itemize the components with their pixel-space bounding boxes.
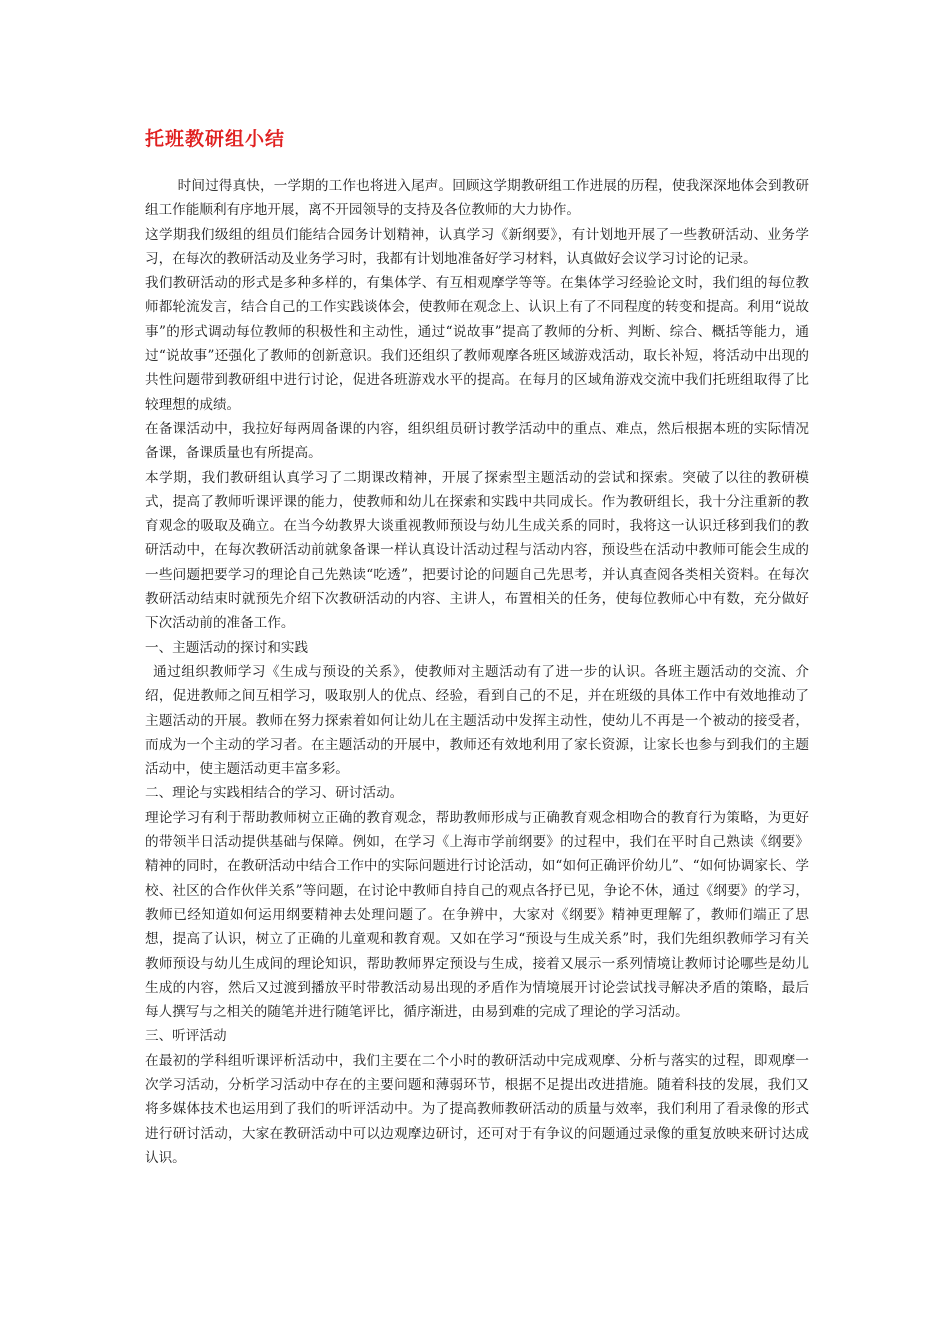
section-heading-2: 二、理论与实践相结合的学习、研讨活动。	[145, 785, 404, 802]
section-heading-3: 三、听评活动	[145, 1028, 227, 1045]
paragraph-observation: 在最初的学科组听课评析活动中，我们主要在二个小时的教研活动中完成观摩、分析与落实的过程，即观摩一次学习活动，分析学习活动中存在的主要问题和薄弱环节，根据不足提出改进措施。随着科技的发展，我们又将多媒体技术也运用到了我们的听评活动中。为了提高教师教研活动的质量与效率，我们利用了看录像的形式进行研讨活动，大家在教研活动中可以边观摩边研讨，还可对于有争议的问题通过录像的重复放映来研讨达成认识。	[145, 1052, 809, 1166]
paragraph-intro: 时间过得真快，一学期的工作也将进入尾声。回顾这学期教研组工作进展的历程，使我深深地体会到教研组工作能顺利有序地开展，离不开园领导的支持及各位教师的大力协作。	[145, 178, 809, 219]
section-heading-1: 一、主题活动的探讨和实践	[145, 639, 309, 656]
document-body	[145, 174, 809, 1170]
paragraph-forms: 我们教研活动的形式是多种多样的，有集体学、有互相观摩学等等。在集体学习经验论文时，我们组的每位教师都轮流发言，结合自己的工作实践谈体会，使教师在观念上、认识上有了不同程度的转变和提高。利用“说故事”的形式调动每位教师的积极性和主动性，通过“说故事”提高了教师的分析、判断、综合、概括等能力，通过“说故事”还强化了教师的创新意识。我们还组织了教师观摩各班区域游戏活动，取长补短，将活动中出现的共性问题带到教研组中进行讨论，促进各班游戏水平的提高。在每月的区域角游戏交流中我们托班组取得了比较理想的成绩。	[145, 275, 809, 413]
document-title: 托班教研组小结	[145, 128, 286, 150]
paragraph-theory-practice: 理论学习有利于帮助教师树立正确的教育观念，帮助教师形成与正确教育观念相吻合的教育行为策略，为更好的带领半日活动提供基础与保障。例如，在学习《上海市学前纲要》的过程中，我们在平时自己熟读《纲要》精神的同时，在教研活动中结合工作中的实际问题进行讨论活动，如“如何正确评价幼儿”、“如何协调家长、学校、社区的合作伙伴关系”等问题，在讨论中教师自持自己的观点各抒已见，争论不休，通过《纲要》的学习，教师已经知道如何运用纲要精神去处理问题了。在争辨中，大家对《纲要》精神更理解了，教师们端正了思想，提高了认识，树立了正确的儿童观和教育观。又如在学习“预设与生成关系”时，我们先组织教师学习有关教师预设与幼儿生成间的理论知识，帮助教师界定预设与生成，接着又展示一系列情境让教师讨论哪些是幼儿生成的内容，然后又过渡到播放平时带教活动易出现的矛盾作为情境展开讨论尝试找寻解决矛盾的策略，最后每人撰写与之相关的随笔并进行随笔评比，循序渐进，由易到难的完成了理论的学习活动。	[145, 809, 809, 1021]
paragraph-lesson-prep: 在备课活动中，我拉好每两周备课的内容，组织组员研讨教学活动中的重点、难点，然后根据本班的实际情况备课，备课质量也有所提高。	[145, 420, 809, 462]
paragraph-theme-activity: 通过组织教师学习《生成与预设的关系》，使教师对主题活动有了进一步的认识。各班主题活动的交流、介绍，促进教师之间互相学习，吸取别人的优点、经验，看到自己的不足，并在班级的具体工作中有效地推动了主题活动的开展。教师在努力探索着如何让幼儿在主题活动中发挥主动性，使幼儿不再是一个被动的接受者，而成为一个主动的学习者。在主题活动的开展中，教师还有效地利用了家长资源，让家长也参与到我们的主题活动中，使主题活动更丰富多彩。	[145, 663, 809, 778]
paragraph-reform: 本学期，我们教研组认真学习了二期课改精神，开展了探索型主题活动的尝试和探索。突破了以往的教研模式，提高了教师听课评课的能力，使教师和幼儿在探索和实践中共同成长。作为教研组长，我十分注重新的教育观念的吸取及确立。在当今幼教界大谈重视教师预设与幼儿生成关系的同时，我将这一认识迁移到我们的教研活动中，在每次教研活动前就象备课一样认真设计活动过程与活动内容，预设些在活动中教师可能会生成的一些问题把要学习的理论自己先熟读“吃透”，把要讨论的问题自己先思考，并认真查阅各类相关资料。在每次教研活动结束时就预先介绍下次教研活动的内容、主讲人，布置相关的任务，使每位教师心中有数，充分做好下次活动前的准备工作。	[145, 469, 809, 632]
paragraph-study: 这学期我们级组的组员们能结合园务计划精神，认真学习《新纲要》，有计划地开展了一些教研活动、业务学习，在每次的教研活动及业务学习时，我都有计划地准备好学习材料，认真做好会议学习讨论的记录。	[145, 226, 809, 267]
